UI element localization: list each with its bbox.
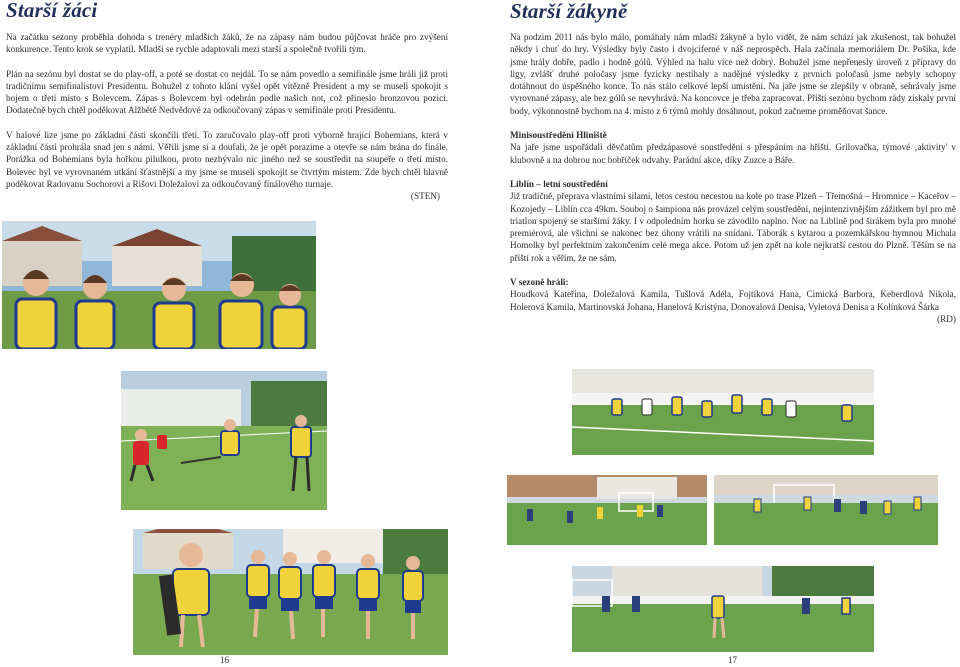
photo-girls-match-3 xyxy=(714,475,938,545)
left-paragraph-3: V halové lize jsme po základní části skončili třetí. To zaručovalo play-off proti výborně hrající Bohemians, která v základní části prohrála snad jen s námi. Věřili jsme si a doufali, že je opět porazíme a otevře se nám brána do finále. Porážka od Bohemians byla hořkou pilulkou, proto nezbývalo nic jiného než se soustředit na soupeře o třetí místo. Bolevec byl ve vyrovnaném utkání šťastnější a my jsme se museli spokojit se čtvrtým místem. Zde bych chtěl hlavně poděkovat Radovanu Sochorovi a Rišovi Doležalovi za odkoučovaný finálového turnaje. xyxy=(6,129,448,189)
page-title-boys: Starší žáci xyxy=(6,0,98,22)
players-heading: V sezoně hráli: xyxy=(510,277,569,288)
left-paragraph-2: Plán na sezónu byl dostat se do play-off, a poté se dostat co nejdál. To se nám povedlo a semifinále jsme hráli již proti tradičnímu semifinalistovi Presidentu. Bohužel z tohoto klání vyšel opět vítězně President a my se museli spokojit s bojem o třetí místo s Bolevcem. Zápas s Bolevcem byl odehrán podle našich not, což přineslo bronzovou pozici. Dodatečně bych chtěl poděkovat Alžbětě Nedvědové za odkoučovaný zápas v semifinále proti Presidentu. xyxy=(6,68,448,116)
right-article xyxy=(510,31,956,325)
liblin-heading: Liblín – letní soustředění xyxy=(510,178,608,189)
left-article xyxy=(6,31,448,203)
photo-girls-match-1 xyxy=(572,369,874,455)
right-page xyxy=(480,0,960,667)
photo-girls-match-2 xyxy=(507,475,707,545)
left-signature: (STEN) xyxy=(410,191,440,202)
minisoustredeni-text: Na jaře jsme uspořádali děvčatům předzápasové soustředění s přespáním na hřišti. Grilovačka, týmové ‚aktivity' v klubovně a na dobrou noc bobříček odvahy. Parádní akce, díky Zuzce a Báře. xyxy=(510,142,956,165)
page-number-right: 17 xyxy=(728,655,737,665)
page-title-girls: Starší žákyně xyxy=(510,0,628,23)
page-number-left: 16 xyxy=(220,655,229,665)
right-signature: (RD) xyxy=(937,313,956,324)
left-paragraph-1: Na začátku sezony proběhla dohoda s trenéry mladších žáků, že na zápasy nám budou půjčovat hráče pro zvýšení konkurence. Tento krok se vyplatil. Mladší se rychle adaptovali mezi starší a společně tvořili tým. xyxy=(6,32,448,55)
liblin-text: Již tradičně, přeprava vlastními silami, letos cestou necestou na kole po trase Plzeň – Třemošná – Hromnice – Kaceřov – Kozojedy – Liblín cca 49km. Souboj o šampiona nás provázel celým soustředění, nejintenzivnějším zážitkem byl pro mě triatlon spojený se staršími žáky. I v odpoledním horku se závodilo naplno. Noc na Liblíně pod širákem byla pro mnohé premiérová, ale všichni se nakonec bez úhony vrátili na snídani. Táborák s kytarou a pozemkářskou hymnou Michala Homolky byl perfektním zakončením celé mega akce. Potom už jen zpět na kole nejkratší cestou do Plzně. Těším se na příští rok a věřím, že ne sám. xyxy=(510,191,956,263)
photo-girls-match-4 xyxy=(572,566,874,652)
players-text: Houdková Kateřina, Doležalová Kamila, Tušlová Adéla, Fojtíková Hana, Cimická Barbora, Keberdlová Nikola, Holerová Kamila, Martinovská Johana, Hanelová Kristýna, Donovalová Denisa, Vyletová Denisa a Kolínková Šárka xyxy=(510,289,956,312)
photo-boys-team xyxy=(2,221,316,349)
photo-boys-group xyxy=(133,529,448,655)
minisoustredeni-heading: Minisoustředění Hliniště xyxy=(510,130,607,141)
players-list xyxy=(510,288,956,324)
right-paragraph-1: Na podzim 2011 nás bylo málo, pomáhaly nám mladší žákyně a bylo vidět, že nám schází jak zkušenost, tak bohužel někdy i chuť do hry. Výsledky byly často i dvojciferné v náš neprospěch. Hala začínala memoriálem Dr. Pošíka, kde jsme hrály dobře, padlo i hodně gólů. Výhled na halu více než dobrý. Bohužel jsme nepřenesly úroveň z přípravy do ligy, zvlášť druhé poločasy jsme fyzicky nestíhaly a nadějné výsledky z prvních poločasů jsme nebyly schopny dotáhnout do úspěšného konce. To nás stálo celkové lepší umístění. Na jaře jsme se zlepšily v obraně, sehrávaly jsme vyrovnané zápasy, ale bez gólů se nevyhrává. Na koncovce je třeba zapracovat. Příští sezónu bychom rády získaly první body, výkonnostně bychom na 4. místo z 6 týmů mohly dosáhnout, pokud začneme proměňovat šance. xyxy=(510,32,956,116)
photo-boys-match xyxy=(121,371,327,510)
